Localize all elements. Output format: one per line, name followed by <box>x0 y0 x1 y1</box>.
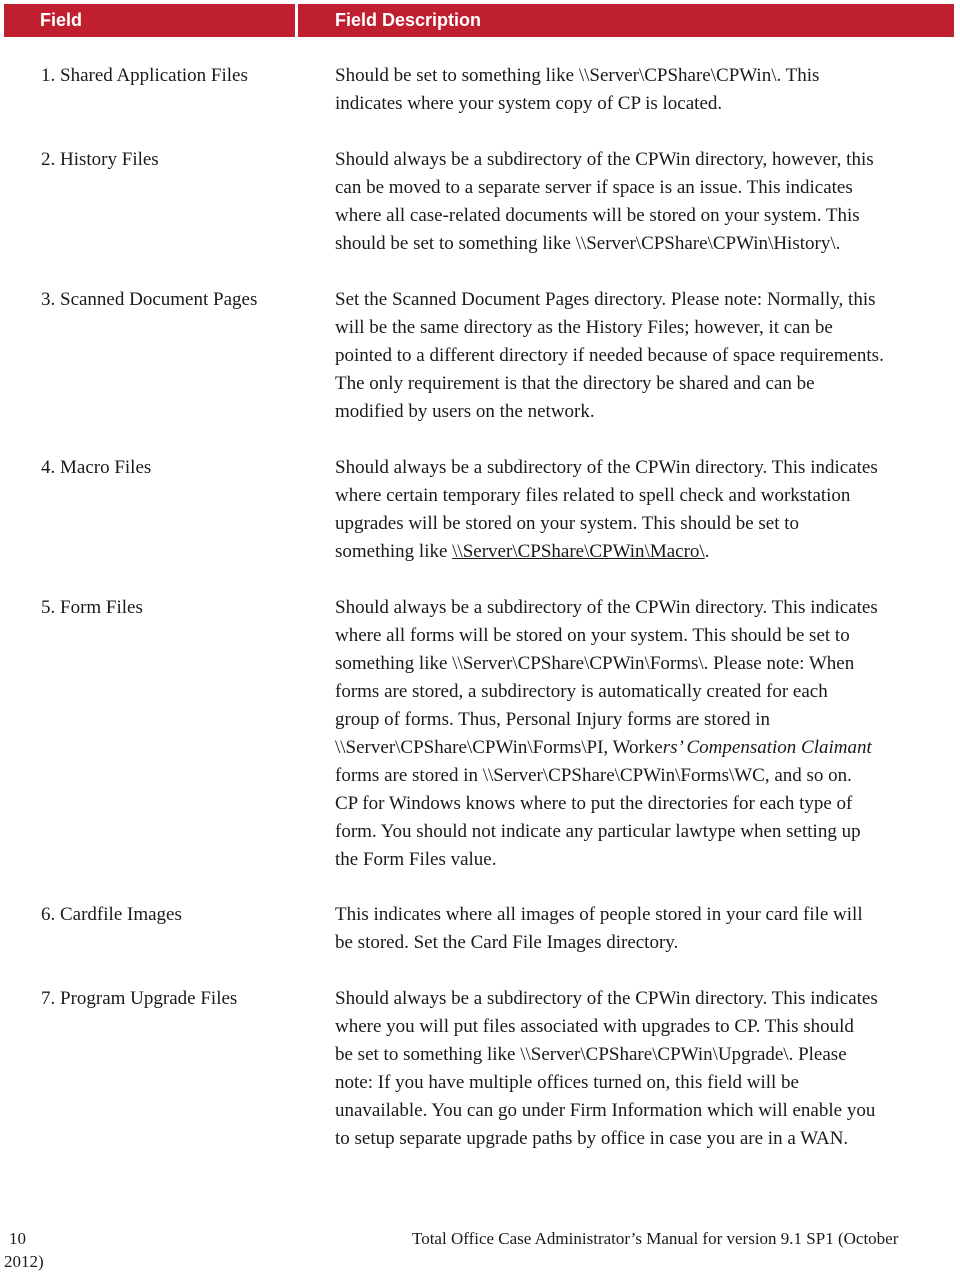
description-line: be stored. Set the Card File Images directory. <box>335 932 679 953</box>
description-line: The only requirement is that the directory be shared and can be <box>335 373 815 394</box>
description-line: can be moved to a separate server if space is an issue. This indicates <box>335 177 853 198</box>
page-number: 10 <box>9 1229 26 1248</box>
description-text: . <box>704 541 710 562</box>
description-line: Should always be a subdirectory of the CPWin directory. This indicates <box>335 457 878 478</box>
description-line: indicates where your system copy of CP is located. <box>335 93 723 114</box>
field-name: 6. Cardfile Images <box>41 904 182 925</box>
description-line: Should always be a subdirectory of the CPWin directory. This indicates <box>335 597 878 618</box>
description-line: something like \\Server\CPShare\CPWin\Forms\. Please note: When <box>335 653 855 674</box>
field-name: 1. Shared Application Files <box>41 65 248 86</box>
description-line: where all case-related documents will be stored on your system. This <box>335 205 860 226</box>
field-description <box>335 286 950 426</box>
description-line <box>335 734 950 762</box>
description-line: form. You should not indicate any particular lawtype when setting up <box>335 821 861 842</box>
field-description <box>335 454 950 566</box>
field-description <box>335 985 950 1153</box>
description-line: Should always be a subdirectory of the CPWin directory, however, this <box>335 149 874 170</box>
field-column-header: Field <box>4 4 295 37</box>
description-line: CP for Windows knows where to put the directories for each type of <box>335 793 853 814</box>
description-line: be set to something like \\Server\CPShare\CPWin\Upgrade\. Please <box>335 1044 847 1065</box>
description-line: upgrades will be stored on your system. This should be set to <box>335 513 800 534</box>
description-line: where all forms will be stored on your system. This should be set to <box>335 625 850 646</box>
field-description <box>335 901 950 957</box>
description-line: group of forms. Thus, Personal Injury forms are stored in <box>335 709 770 730</box>
field-name: 2. History Files <box>41 149 159 170</box>
description-text: something like <box>335 541 453 562</box>
description-line: This indicates where all images of people stored in your card file will <box>335 904 863 925</box>
field-name: 3. Scanned Document Pages <box>41 289 258 310</box>
description-line: forms are stored in \\Server\CPShare\CPWin\Forms\WC, and so on. <box>335 765 852 786</box>
field-description <box>335 62 950 118</box>
footer-title: Total Office Case Administrator’s Manual for version 9.1 SP1 (October <box>412 1229 899 1248</box>
table-header <box>4 4 954 37</box>
description-line: modified by users on the network. <box>335 401 595 422</box>
description-line: Should always be a subdirectory of the CPWin directory. This indicates <box>335 988 878 1009</box>
description-line: pointed to a different directory if needed because of space requirements. <box>335 345 884 366</box>
description-line: unavailable. You can go under Firm Information which will enable you <box>335 1100 876 1121</box>
description-line: Should be set to something like \\Server\CPShare\CPWin\. This <box>335 65 820 86</box>
description-line: note: If you have multiple offices turned on, this field will be <box>335 1072 799 1093</box>
description-line: the Form Files value. <box>335 849 497 870</box>
field-name: 4. Macro Files <box>41 457 152 478</box>
description-line: will be the same directory as the History Files; however, it can be <box>335 317 833 338</box>
footer-title-continuation: 2012) <box>4 1252 44 1271</box>
macro-path-link[interactable]: \\Server\CPShare\CPWin\Macro\ <box>452 541 705 562</box>
field-name: 5. Form Files <box>41 597 143 618</box>
description-text: \\Server\CPShare\CPWin\Forms\PI, Worke <box>335 737 663 758</box>
description-line: should be set to something like \\Server\CPShare\CPWin\History\. <box>335 233 841 254</box>
field-name: 7. Program Upgrade Files <box>41 988 238 1009</box>
field-description <box>335 594 950 874</box>
description-line: forms are stored, a subdirectory is automatically created for each <box>335 681 828 702</box>
description-line: where certain temporary files related to spell check and workstation <box>335 485 851 506</box>
description-line: where you will put files associated with upgrades to CP. This should <box>335 1016 854 1037</box>
description-italic-text: rs’ Compensation Claimant <box>662 737 872 758</box>
description-line: to setup separate upgrade paths by office in case you are in a WAN. <box>335 1128 849 1149</box>
field-description-column-header: Field Description <box>298 4 954 37</box>
description-line: Set the Scanned Document Pages directory. Please note: Normally, this <box>335 289 876 310</box>
field-description <box>335 146 950 258</box>
description-line <box>335 538 950 566</box>
